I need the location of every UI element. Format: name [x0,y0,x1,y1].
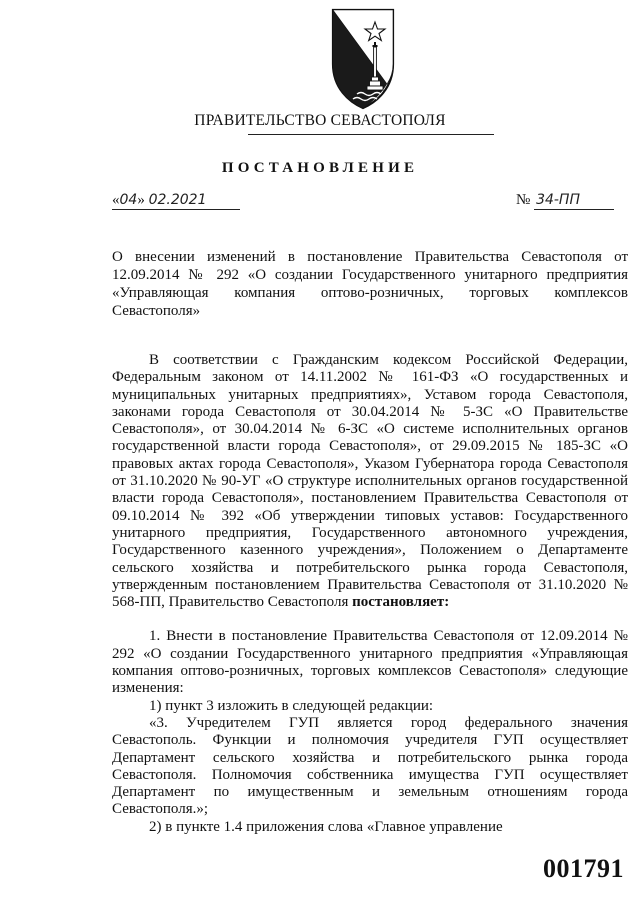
item-1-sub-2: 2) в пункте 1.4 приложения слова «Главное управление [149,818,503,835]
sevastopol-coat-of-arms-icon [327,6,399,110]
date-close-quote: » [137,192,145,208]
resolves-word: постановляет: [352,594,450,611]
document-kind-heading: ПОСТАНОВЛЕНИЕ [221,160,419,176]
preamble-text: В соответствии с Гражданским кодексом Российской Федерации, Федеральным законом от 14.11.2002 № 161-ФЗ «О государственных и муниципальных унитарных предприятиях», Уставом города Севастополя, законами города Севастополя от 30.04.2014 № 5-ЗС «О Правительстве Севастополя», от 30.04.2014 № 6-ЗС «О системе исполнительных органов государственной власти города Севастополя», от 29.09.2015 № 185-ЗС «О правовых актах города Севастополя», Указом Губернатора города Севастополя от 31.10.2020 № 90-УГ «О структуре исполнительных органов государственной власти города Севастополя», постановлением Правительства Севастополя от 09.10.2014 № 392 «Об утверждении типовых уставов: Государственного унитарного предприятия, Государственного автономного учреждения, Государственного казенного учреждения», Положением о Департаменте сельского хозяйства и потребительского рынка города Севастополя, утвержденным постановлением Правительства Севастополя от 31.10.2020 № 568-ПП, Правительство Севастополя [112,352,628,611]
government-name: ПРАВИТЕЛЬСТВО СЕВАСТОПОЛЯ [194,112,446,129]
date-day: 04 [119,192,138,208]
date-open-quote: « [112,192,120,208]
form-serial-number: 001791 [543,854,624,883]
government-name-underline [248,134,494,135]
document-body [112,352,628,836]
document-number [516,192,614,210]
date-month-year: 02.2021 [148,192,207,208]
number-value: 34-ПП [536,192,580,208]
preamble-paragraph [112,352,628,611]
item-1-sub-1: 1) пункт 3 изложить в следующей редакции: [149,697,434,714]
item-1-sub-1-quote: «3. Учредителем ГУП является город федерального значения Севастополь. Функции и полномочия учредителя ГУП осуществляет Департамент сельского хозяйства и потребительского рынка города Севастополя. Полномочия собственника имущества ГУП осуществляет Департамент по имущественным и земельным отношениям города Севастополя.»; [112,714,628,818]
document-subject: О внесении изменений в постановление Правительства Севастополя от 12.09.2014 № 292 «О создании Государственного унитарного предприятия «Управляющая компания оптово-розничных, торговых комплексов Севастополя» [112,249,628,319]
item-1-paragraph: 1. Внести в постановление Правительства Севастополя от 12.09.2014 № 292 «О создании Государственного унитарного предприятия «Управляющая компания оптово-розничных, торговых комплексов Севастополя» следующие изменения: [112,628,628,697]
number-sign: № [516,192,531,208]
document-date [112,192,240,210]
